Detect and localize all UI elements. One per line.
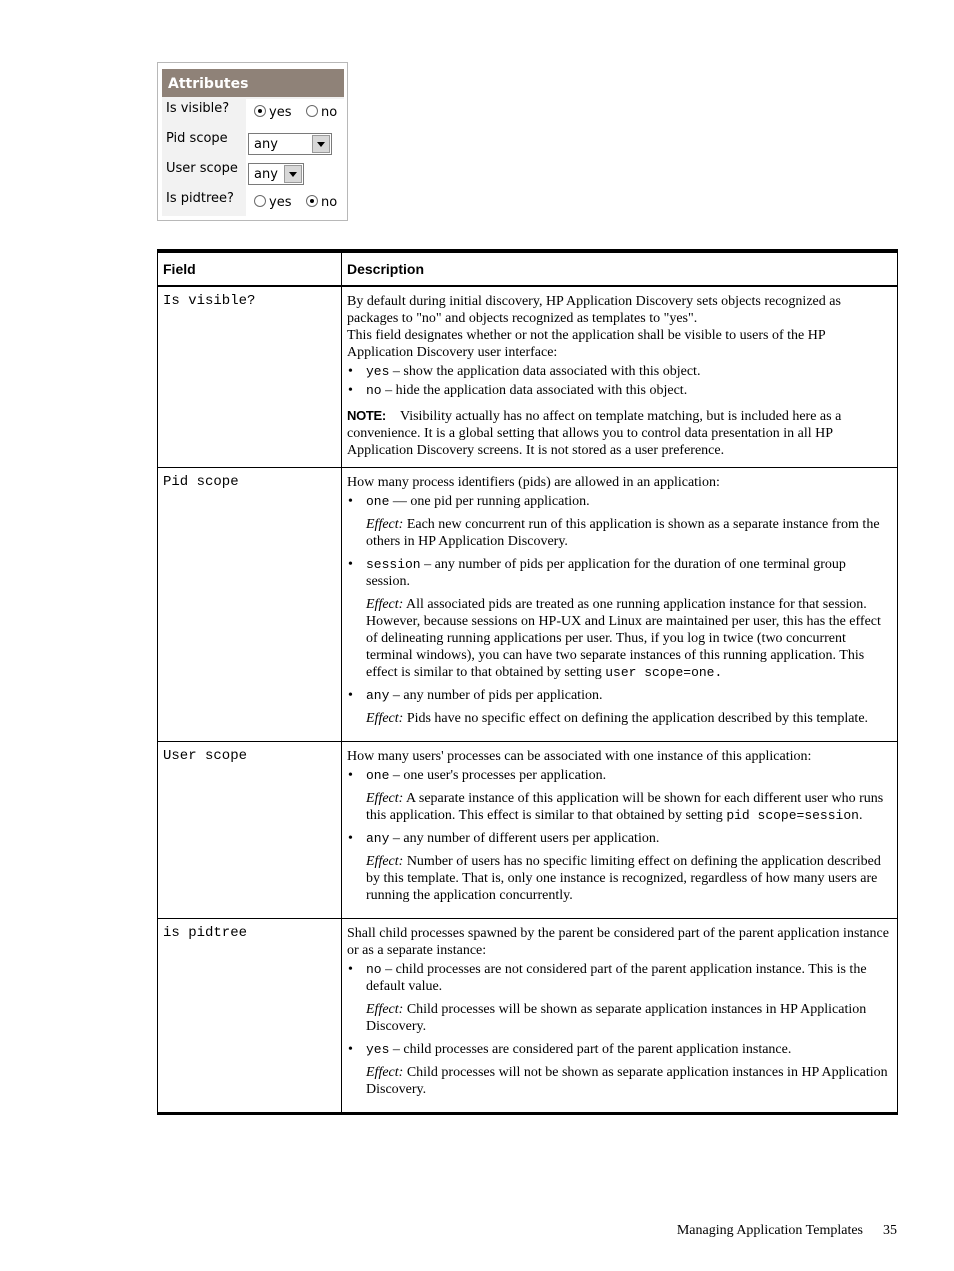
description-intro: How many process identifiers (pids) are allowed in an application: <box>347 475 720 490</box>
effect-note: Effect: Pids have no specific effect on defining the application described by this template. <box>366 711 869 726</box>
attr-label-user-scope: User scope <box>166 161 238 176</box>
description-intro: Shall child processes spawned by the parent be considered part of the parent application instance or as a separate instance: <box>347 926 889 958</box>
description-cell <box>342 468 898 742</box>
list-item: • any – any number of different users per application. <box>347 830 892 847</box>
user-scope-select[interactable] <box>248 163 304 185</box>
attr-row-pid-scope <box>162 129 344 159</box>
description-cell <box>342 286 898 468</box>
attr-row-user-scope <box>162 159 344 189</box>
table-row <box>158 468 898 742</box>
pid-scope-value: any <box>254 137 278 152</box>
is-visible-no-radio[interactable] <box>306 105 318 117</box>
is-visible-yes-label: yes <box>269 105 292 120</box>
list-item: • yes – show the application data associated with this object. <box>347 363 892 380</box>
option-list <box>347 556 892 590</box>
list-item: • yes – child processes are considered part of the parent application instance. <box>347 1041 892 1058</box>
description-intro-2: This field designates whether or not the application shall be visible to users of the HP Application Discovery user interface: <box>347 328 826 360</box>
is-visible-no-label: no <box>321 105 338 120</box>
header-description: Description <box>342 251 898 286</box>
chevron-down-icon[interactable] <box>312 135 330 153</box>
table-row <box>158 286 898 468</box>
effect-note: Effect: Each new concurrent run of this application is shown as a separate instance from the others in HP Application Discovery. <box>366 517 880 549</box>
attr-label-is-pidtree: Is pidtree? <box>166 191 234 206</box>
list-item: • session – any number of pids per application for the duration of one terminal group session. <box>347 556 892 590</box>
effect-note: Effect: Child processes will be shown as separate application instances in HP Application Discovery. <box>366 1002 867 1034</box>
list-item: • no – child processes are not considered part of the parent application instance. This is the default value. <box>347 961 892 995</box>
page-footer <box>677 1223 897 1239</box>
option-list <box>347 1041 892 1058</box>
field-user-scope: User scope <box>158 742 342 919</box>
attr-label-is-visible: Is visible? <box>166 101 230 116</box>
attr-row-is-visible <box>162 99 344 129</box>
note-label: NOTE: <box>347 408 386 423</box>
field-is-visible: Is visible? <box>158 286 342 468</box>
is-pidtree-no-label: no <box>321 195 338 210</box>
is-visible-yes-radio[interactable] <box>254 105 266 117</box>
option-list <box>347 493 892 510</box>
user-scope-value: any <box>254 167 278 182</box>
description-cell <box>342 742 898 919</box>
list-item: • any – any number of pids per application. <box>347 687 892 704</box>
effect-note: Effect: Child processes will not be shown as separate application instances in HP Application Discovery. <box>366 1065 888 1097</box>
is-pidtree-no-radio[interactable] <box>306 195 318 207</box>
header-field: Field <box>158 251 342 286</box>
table-header-row <box>158 251 898 286</box>
note <box>347 407 892 459</box>
chevron-down-icon[interactable] <box>284 165 302 183</box>
attributes-panel-body <box>162 69 344 216</box>
option-list <box>347 830 892 847</box>
is-pidtree-yes-label: yes <box>269 195 292 210</box>
option-list <box>347 961 892 995</box>
effect-note: Effect: All associated pids are treated as one running application instance for that session. However, because sessions on HP-UX and Linux are maintained per user, this has the effect of delineating running applications per user. Thus, if you log in twice (two concurrent terminal windows), you can have two separate instances of this running application. This effect is similar to that obtained by setting user scope=one. <box>366 597 881 680</box>
attr-row-is-pidtree <box>162 189 344 219</box>
attr-label-pid-scope: Pid scope <box>166 131 228 146</box>
attributes-panel-title: Attributes <box>162 69 344 97</box>
effect-note: Effect: A separate instance of this application will be shown for each different user who runs this application. This effect is similar to that obtained by setting pid scope=session. <box>366 791 884 823</box>
list-item: • no – hide the application data associated with this object. <box>347 382 892 399</box>
description-cell <box>342 919 898 1114</box>
attributes-table <box>157 249 898 1115</box>
list-item: • one — one pid per running application. <box>347 493 892 510</box>
option-list <box>347 363 892 399</box>
is-pidtree-yes-radio[interactable] <box>254 195 266 207</box>
option-list <box>347 767 892 784</box>
field-pid-scope: Pid scope <box>158 468 342 742</box>
pid-scope-select[interactable] <box>248 133 332 155</box>
note-text: Visibility actually has no affect on template matching, but is included here as a convenience. It is a global setting that allows you to control data presentation in all HP Application Discovery screens. It is not stored as a user preference. <box>347 409 842 458</box>
list-item: • one – one user's processes per application. <box>347 767 892 784</box>
attributes-panel <box>157 62 348 221</box>
effect-note: Effect: Number of users has no specific limiting effect on defining the application described by this template. That is, only one instance is recognized, regardless of how many users are running the application concurrently. <box>366 854 881 903</box>
description-intro: By default during initial discovery, HP Application Discovery sets objects recognized as packages to "no" and objects recognized as templates to "yes". <box>347 294 841 326</box>
table-row <box>158 919 898 1114</box>
table-row <box>158 742 898 919</box>
field-is-pidtree: is pidtree <box>158 919 342 1114</box>
description-intro: How many users' processes can be associated with one instance of this application: <box>347 749 812 764</box>
page-number: 35 <box>883 1223 897 1238</box>
option-list <box>347 687 892 704</box>
footer-section-title: Managing Application Templates <box>676 1223 863 1238</box>
